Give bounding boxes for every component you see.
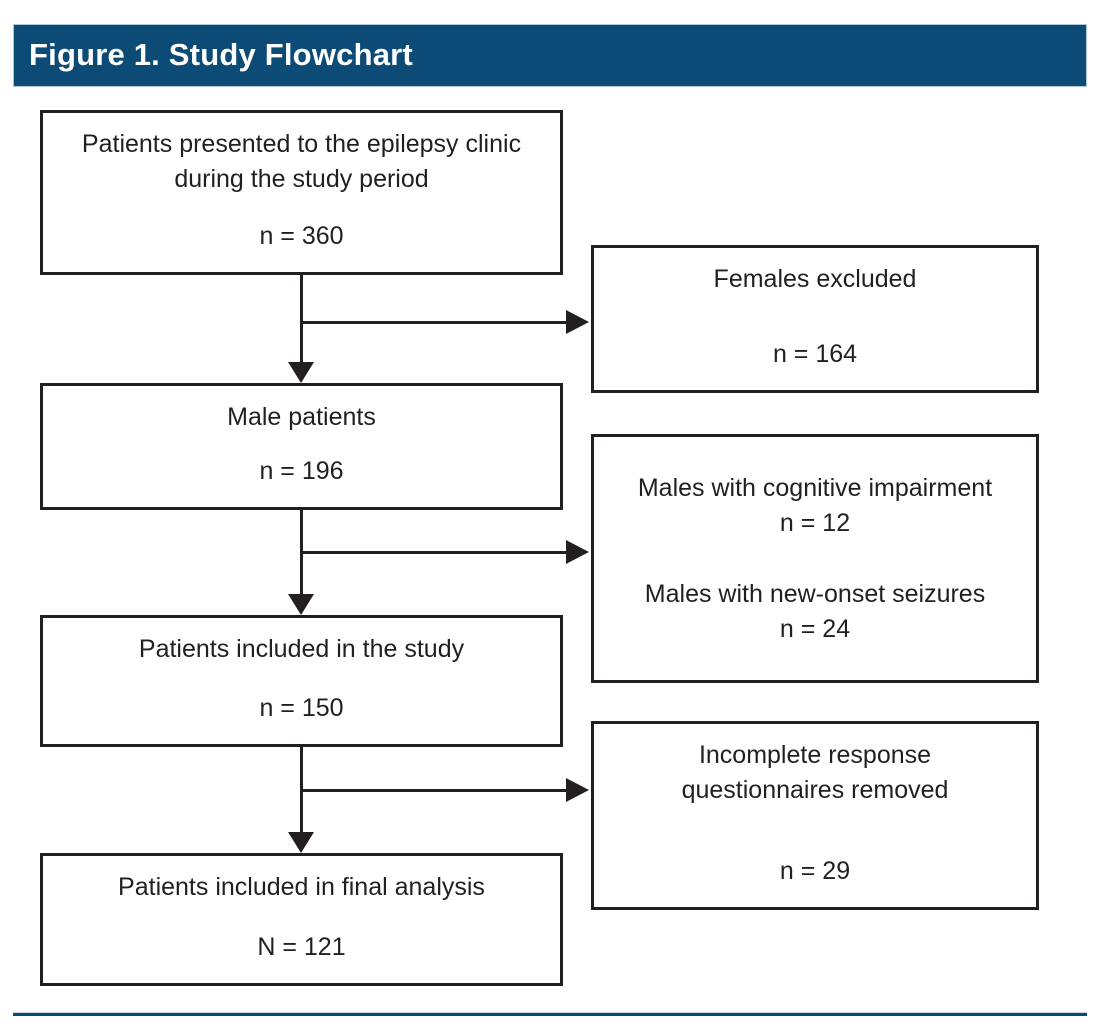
flow-box-label: Males with new-onset seizures — [644, 579, 986, 608]
exclusion-line — [645, 577, 985, 647]
flow-box-included-study — [40, 615, 563, 747]
right-arrowhead-icon — [566, 778, 589, 802]
flow-box-final-analysis — [40, 853, 563, 986]
connector-stem-1 — [300, 275, 303, 363]
flow-box-label: Incomplete response questionnaires removed — [681, 741, 949, 804]
flow-box-females-excluded — [591, 245, 1039, 393]
flow-box-count: n = 12 — [779, 508, 851, 537]
flow-box-count: n = 150 — [259, 694, 344, 722]
figure-title: Figure 1. Study Flowchart — [29, 36, 413, 72]
down-arrowhead-icon — [288, 832, 314, 853]
flow-box-count: n = 196 — [259, 457, 344, 485]
figure-header — [13, 24, 1087, 87]
flow-box-incomplete-removed — [591, 721, 1039, 910]
footer-rule — [13, 1012, 1087, 1016]
down-arrowhead-icon — [288, 362, 314, 383]
connector-branch-3 — [300, 789, 568, 792]
flow-box-label: Patients included in the study — [138, 635, 465, 663]
flow-box-presented — [40, 110, 563, 275]
flow-box-label: Male patients — [227, 403, 376, 431]
flow-box-count: n = 24 — [779, 614, 851, 643]
flow-box-count: n = 360 — [259, 222, 344, 250]
flow-box-label: Patients presented to the epilepsy clinic during the study period — [81, 130, 522, 193]
flow-box-count: n = 164 — [772, 340, 858, 368]
flow-box-label: Males with cognitive impairment — [637, 473, 993, 502]
flow-box-male-patients — [40, 383, 563, 510]
flow-box-count: n = 29 — [779, 857, 851, 885]
flow-box-label: Patients included in final analysis — [118, 873, 485, 901]
flow-box-males-excluded — [591, 434, 1039, 683]
flow-box-label: Females excluded — [713, 265, 917, 293]
right-arrowhead-icon — [566, 540, 589, 564]
exclusion-line — [638, 471, 992, 541]
down-arrowhead-icon — [288, 594, 314, 615]
connector-branch-2 — [300, 551, 568, 554]
connector-branch-1 — [300, 321, 568, 324]
right-arrowhead-icon — [566, 310, 589, 334]
flow-box-count: N = 121 — [257, 933, 346, 961]
